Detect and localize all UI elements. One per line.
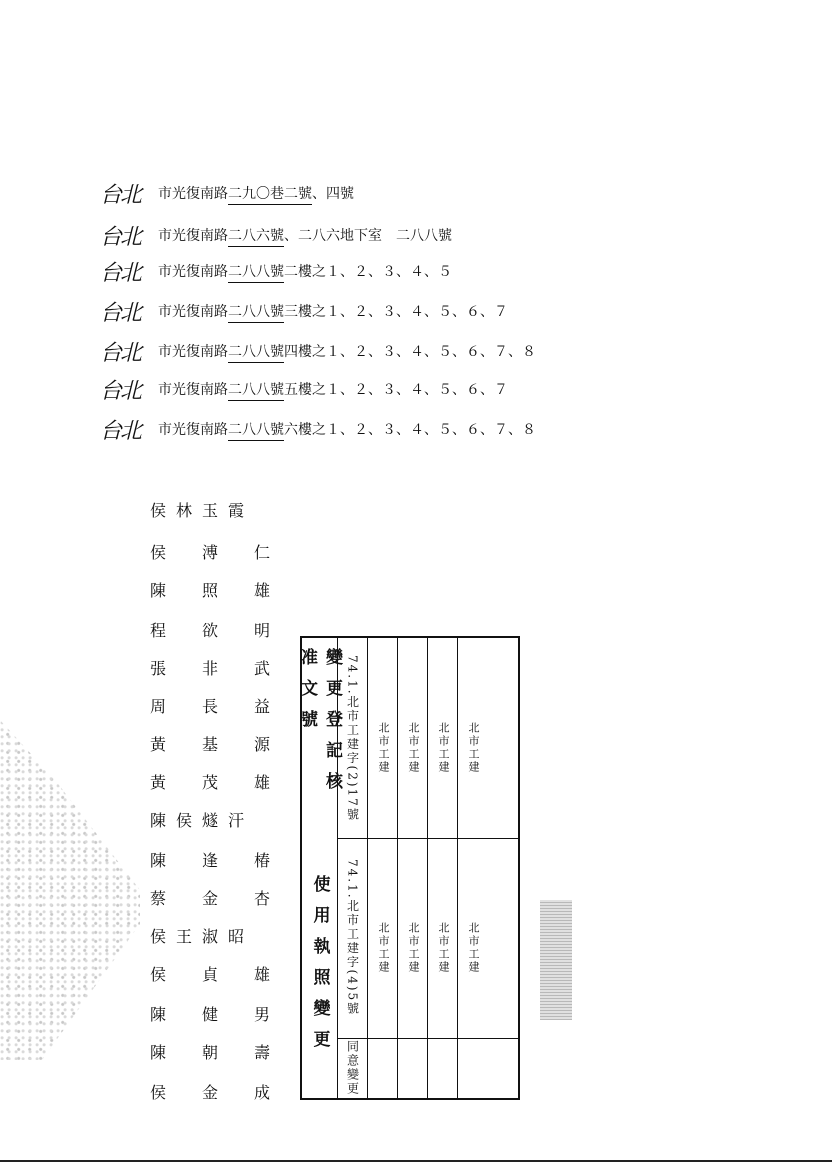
address-street: 市光復南路 xyxy=(158,344,228,360)
owner-name: 張 非 武 xyxy=(150,659,281,678)
address-number: 二八六號 xyxy=(228,228,284,244)
stamp-content: 同意變更 xyxy=(345,1040,360,1096)
stamp-divider xyxy=(338,1038,518,1039)
stamp-row-3 xyxy=(398,638,428,1098)
owner-name: 蔡 金 杏 xyxy=(150,889,281,908)
address-city: 台北 xyxy=(100,224,141,250)
address-row xyxy=(100,374,508,404)
address-city: 台北 xyxy=(100,300,141,326)
owner-name: 侯 貞 雄 xyxy=(150,965,281,984)
stamp-row-4 xyxy=(428,638,458,1098)
stamp-divider xyxy=(338,838,518,839)
owner-name: 侯 金 成 xyxy=(150,1083,281,1102)
owner-name: 陳 朝 壽 xyxy=(150,1043,281,1062)
address-street: 市光復南路 xyxy=(158,382,228,398)
address-row xyxy=(100,414,536,444)
address-number: 二八八號 xyxy=(228,344,284,360)
address-number: 二八八號 xyxy=(228,422,284,438)
address-street: 市光復南路 xyxy=(158,422,228,438)
address-street: 市光復南路 xyxy=(158,264,228,280)
stamp-blank-prefix: 北市工建 xyxy=(467,922,480,974)
stamp-blank-prefix: 北市工建 xyxy=(437,922,450,974)
owner-name: 侯林玉霞 xyxy=(150,501,255,520)
stamp-blank-prefix: 北市工建 xyxy=(407,722,420,774)
address-detail: 六樓之１、２、３、４、５、６、７、８ xyxy=(284,422,536,438)
stamp-blank-prefix: 北市工建 xyxy=(407,922,420,974)
address-row xyxy=(100,178,354,208)
address-street: 市光復南路 xyxy=(158,186,228,202)
stamp-blank-prefix: 北市工建 xyxy=(377,722,390,774)
address-detail: 五樓之１、２、３、４、５、６、７ xyxy=(284,382,508,398)
address-row xyxy=(100,220,452,250)
owner-name: 陳 逢 椿 xyxy=(150,851,281,870)
stamp-title-left: 使用執照變更 xyxy=(309,875,330,1061)
address-city: 台北 xyxy=(100,340,141,366)
address-detail: 四樓之１、２、３、４、５、６、７、８ xyxy=(284,344,536,360)
address-row xyxy=(100,296,508,326)
stamp-blank-prefix: 北市工建 xyxy=(467,722,480,774)
address-city: 台北 xyxy=(100,182,141,208)
owner-name: 黃 基 源 xyxy=(150,735,281,754)
stamp-blank-prefix: 北市工建 xyxy=(377,922,390,974)
owner-name: 陳侯燧汗 xyxy=(150,811,255,830)
address-detail: 二樓之１、２、３、４、５ xyxy=(284,264,452,280)
address-city: 台北 xyxy=(100,260,141,286)
stamp-change-no: 74.1.北市工建字(4)5號 xyxy=(345,859,360,1017)
address-street: 市光復南路 xyxy=(158,304,228,320)
owner-name: 程 欲 明 xyxy=(150,621,281,640)
stamp-blank-prefix: 北市工建 xyxy=(437,722,450,774)
stamp-table xyxy=(297,636,520,1100)
page-edge-line xyxy=(0,1160,832,1162)
stamp-eng-no: 74.1.北市工建字(2)17號 xyxy=(345,654,360,822)
address-number: 二八八號 xyxy=(228,304,284,320)
address-row xyxy=(100,336,536,366)
address-detail: 三樓之１、２、３、４、５、６、７ xyxy=(284,304,508,320)
address-street: 市光復南路 xyxy=(158,228,228,244)
owner-name: 侯王淑昭 xyxy=(150,927,255,946)
stamp-row-2 xyxy=(368,638,398,1098)
scan-noise xyxy=(540,900,572,1020)
address-row xyxy=(100,256,452,286)
address-city: 台北 xyxy=(100,378,141,404)
address-detail: 、二八六地下室 二八八號 xyxy=(284,228,452,244)
scan-noise xyxy=(0,720,140,1060)
stamp-row-5 xyxy=(458,638,488,1098)
address-number: 二九〇巷二號 xyxy=(228,186,312,202)
owner-name: 黃 茂 雄 xyxy=(150,773,281,792)
address-detail: 、四號 xyxy=(312,186,354,202)
change-registration-stamp xyxy=(297,636,520,1100)
address-number: 二八八號 xyxy=(228,264,284,280)
owner-name: 侯 溥 仁 xyxy=(150,543,281,562)
address-number: 二八八號 xyxy=(228,382,284,398)
owner-name: 陳 照 雄 xyxy=(150,581,281,600)
owner-name: 陳 健 男 xyxy=(150,1005,281,1024)
stamp-title-right: 變更登記核准文號 xyxy=(297,648,342,803)
stamp-header-column xyxy=(297,638,342,1098)
address-city: 台北 xyxy=(100,418,141,444)
owner-name: 周 長 益 xyxy=(150,697,281,716)
stamp-row-1 xyxy=(338,638,368,1098)
